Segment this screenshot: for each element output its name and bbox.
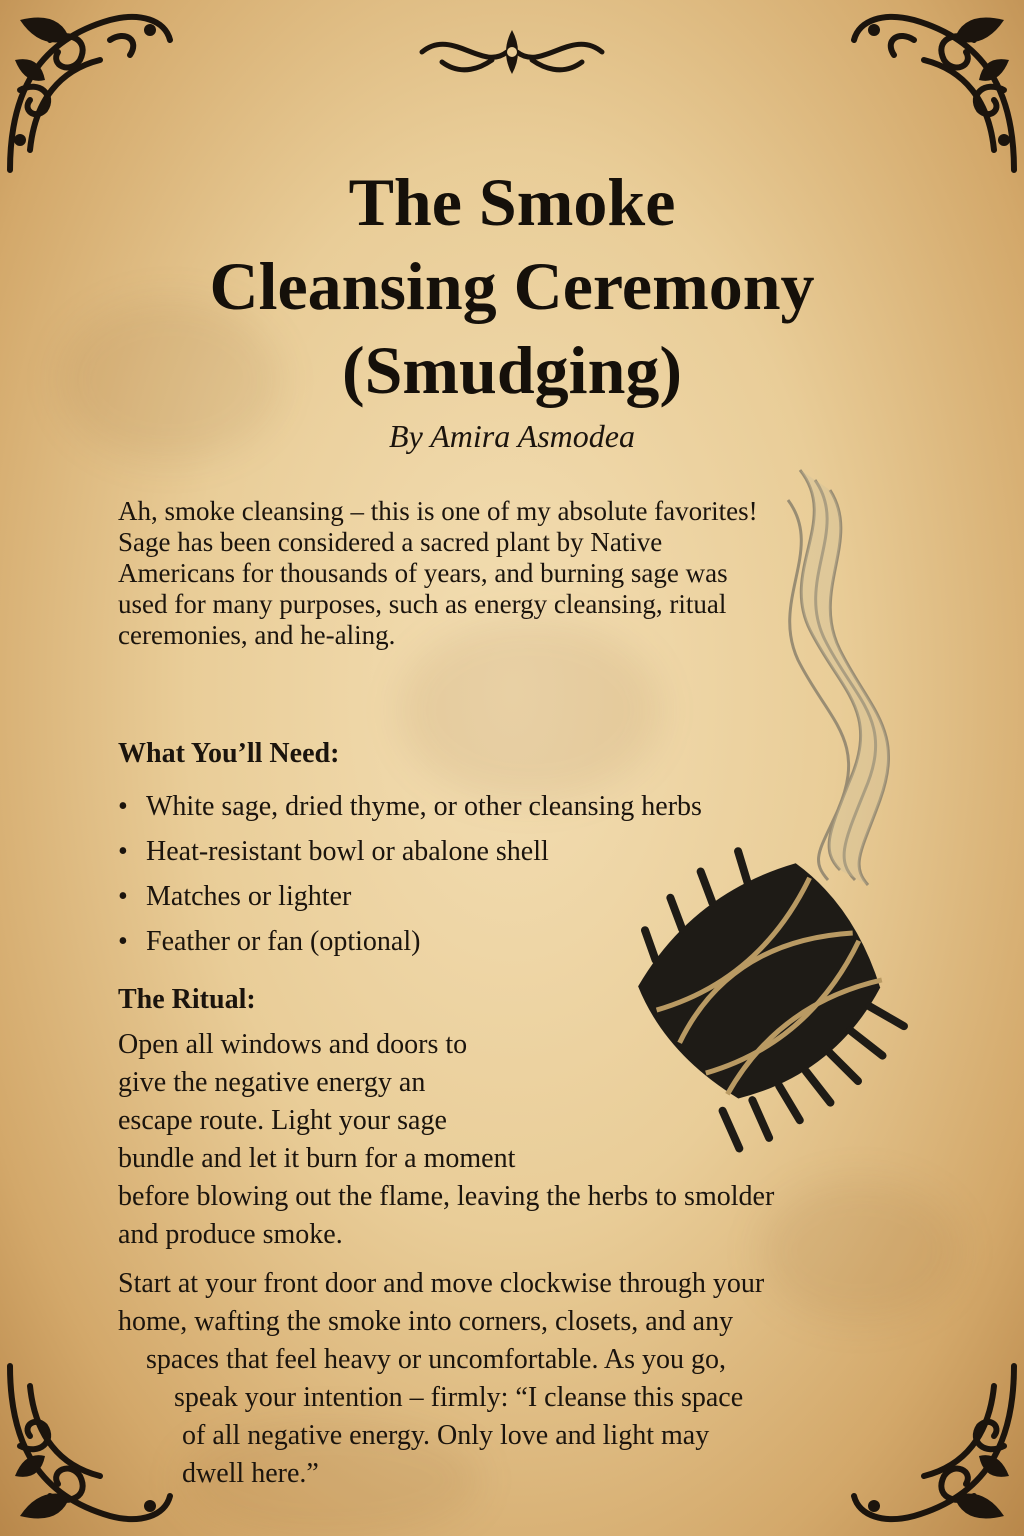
ritual-line: give the negative energy an [118,1067,426,1098]
title-line-1: The Smoke [348,164,676,240]
closing-line: spaces that feel heavy or uncomfortable. As you go, [146,1344,727,1375]
top-crest-ornament-icon [412,22,612,82]
page-title [100,160,924,412]
corner-ornament-top-right-icon [844,0,1024,180]
closing-line: home, wafting the smoke into corners, closets, and any [118,1306,734,1337]
ritual-heading: The Ritual: [118,984,256,1015]
title-line-3: (Smudging) [341,332,683,408]
intro-paragraph: Ah, smoke cleansing – this is one of my absolute favorites! Sage has been considered a sacred plant by Native Americans for thousands of years, and burning sage was used for many purposes, such as energy cleansing, ritual ceremonies, and he-aling. [118,496,758,650]
author-byline: By Amira Asmodea [389,418,635,454]
ritual-line: before blowing out the flame, leaving the herbs to smolder [118,1181,775,1212]
ritual-line: escape route. Light your sage [118,1105,447,1136]
list-item: • Heat-resistant bowl or abalone shell [118,829,818,874]
ritual-line: Open all windows and doors to [118,1029,468,1060]
closing-line: of all negative energy. Only love and light may [182,1420,710,1451]
list-item: • Matches or lighter [118,874,818,919]
title-line-2: Cleansing Ceremony [209,248,815,324]
ritual-paragraph [118,1026,878,1254]
list-item: • White sage, dried thyme, or other cleansing herbs [118,784,818,829]
closing-paragraph [118,1265,898,1493]
closing-line: Start at your front door and move clockwise through your [118,1268,765,1299]
closing-line: speak your intention – firmly: “I cleanse this space [174,1382,744,1413]
corner-ornament-top-left-icon [0,0,180,180]
ritual-line: and produce smoke. [118,1219,343,1250]
list-item: • Feather or fan (optional) [118,919,818,964]
closing-line: dwell here.” [182,1458,319,1489]
needs-heading: What You’ll Need: [118,738,340,769]
ritual-line: bundle and let it burn for a moment [118,1143,516,1174]
